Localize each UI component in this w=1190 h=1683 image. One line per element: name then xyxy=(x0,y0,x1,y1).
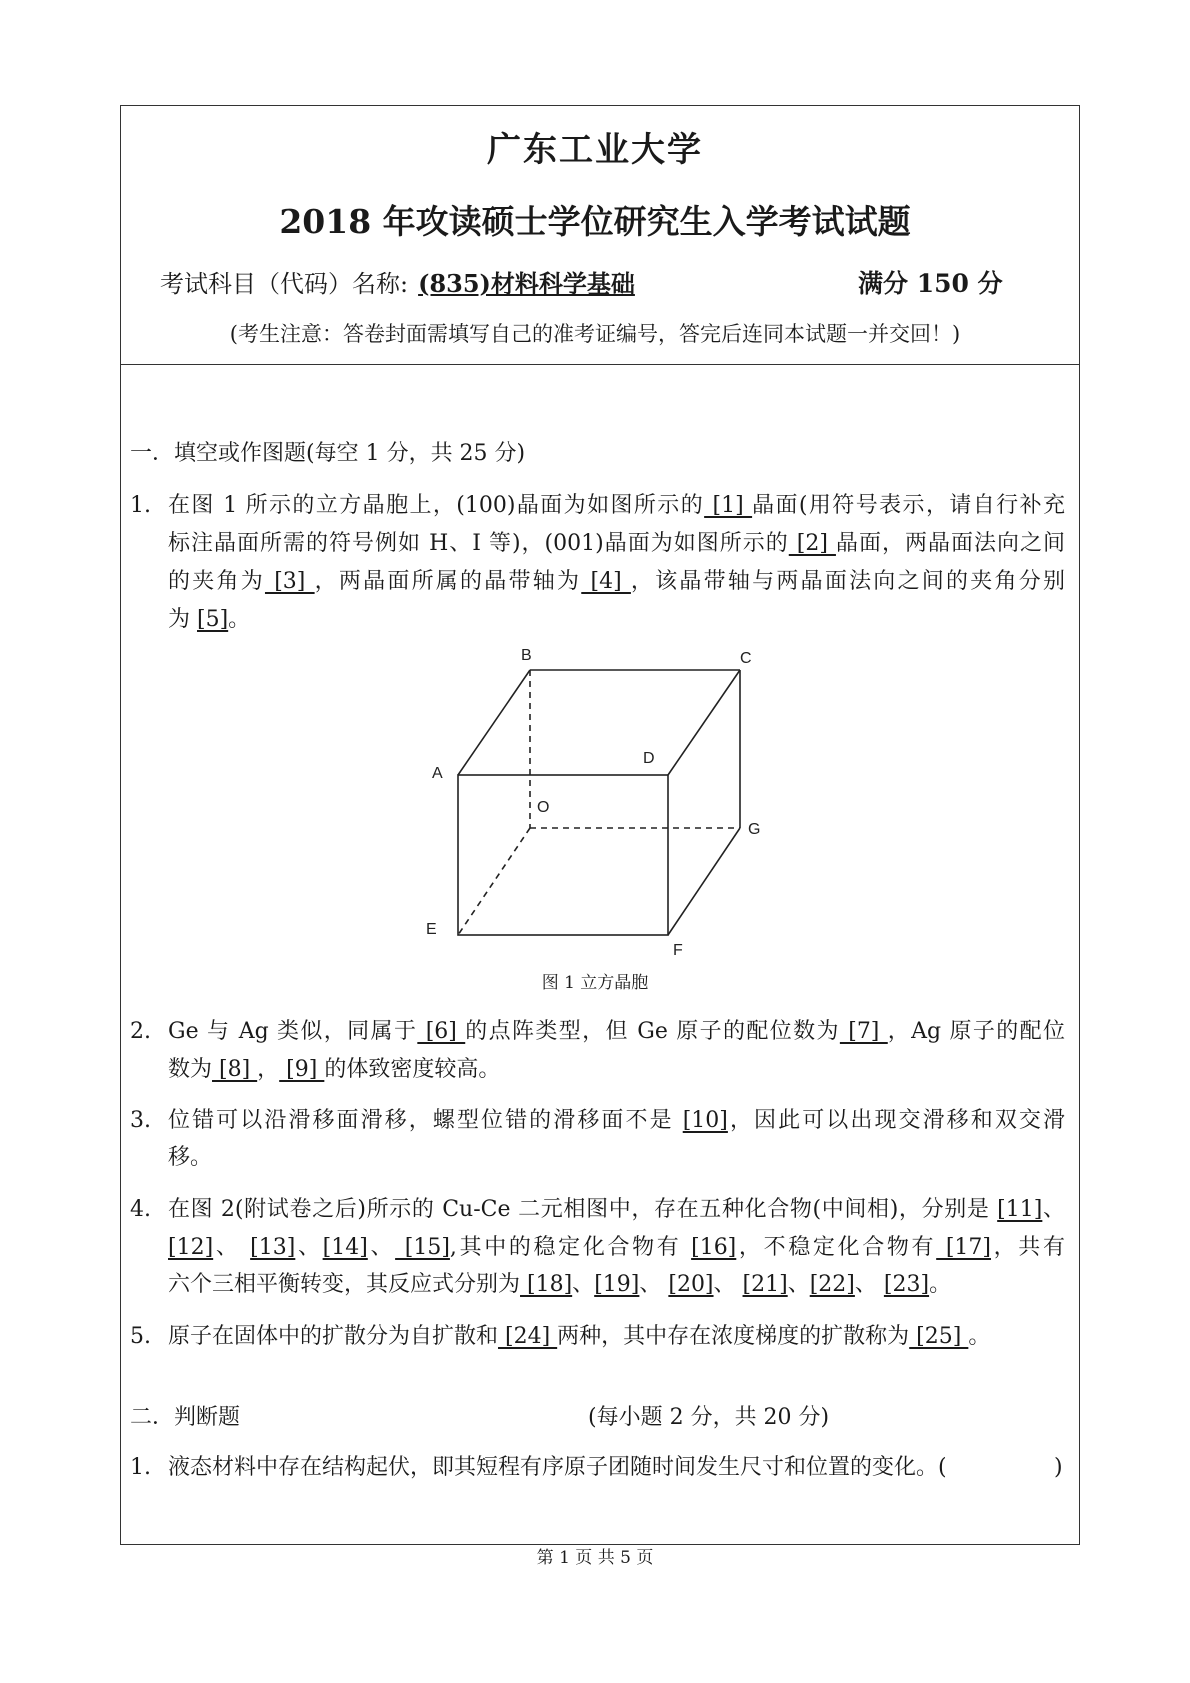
question-text: 。 xyxy=(228,607,251,632)
question-text: 移。 xyxy=(168,1145,213,1170)
question-text: ,其中的稳定化合物有 xyxy=(449,1235,692,1260)
question-text: 、 xyxy=(713,1272,743,1297)
cube-edge-DC xyxy=(668,670,740,775)
question-text: 标注晶面所需的符号例如 H、I 等)，(001)晶面为如图所示的 xyxy=(168,531,789,556)
answer-blank[interactable]: [19] xyxy=(594,1272,640,1297)
question-text: ，因此可以出现交滑移和双交滑 xyxy=(727,1108,1065,1133)
answer-blank[interactable]: [4] xyxy=(581,569,631,594)
cube-edge-FG xyxy=(668,828,740,935)
answer-blank[interactable]: [11] xyxy=(997,1197,1043,1222)
question-text: ，两晶面所属的晶带轴为 xyxy=(314,569,582,594)
question-5-number: 5. xyxy=(130,1324,151,1349)
question-text: 。 xyxy=(929,1272,952,1297)
answer-blank[interactable]: [25] xyxy=(909,1324,969,1349)
label-D: D xyxy=(643,750,655,767)
answer-blank[interactable]: [9] xyxy=(279,1057,325,1082)
question-text: 在图 1 所示的立方晶胞上，(100)晶面为如图所示的 xyxy=(168,493,705,518)
label-G: G xyxy=(748,821,761,838)
subject-label: 考试科目（代码）名称: xyxy=(160,270,409,298)
question-text: 的点阵类型，但 Ge 原子的配位数为 xyxy=(465,1019,840,1044)
question-text: 两种，其中存在浓度梯度的扩散称为 xyxy=(557,1324,910,1349)
answer-blank[interactable]: [13] xyxy=(250,1235,296,1260)
section2-title: 二．判断题 xyxy=(130,1405,241,1430)
cube-edge-AB xyxy=(458,670,530,775)
answer-blank[interactable]: [10] xyxy=(682,1108,728,1133)
question-text: 位错可以沿滑移面滑移，螺型位错的滑移面不是 xyxy=(168,1108,683,1133)
answer-blank[interactable]: [3] xyxy=(264,569,315,594)
question-text: 。 xyxy=(968,1324,991,1349)
question-text: 、 xyxy=(787,1272,810,1297)
answer-blank[interactable]: [20] xyxy=(668,1272,714,1297)
page-footer: 第 1 页 共 5 页 xyxy=(536,1548,654,1568)
label-F: F xyxy=(673,942,683,959)
answer-blank[interactable]: [23] xyxy=(883,1272,930,1297)
judge-q1-text: 液态材料中存在结构起伏，即其短程有序原子团随时间发生尺寸和位置的变化。( xyxy=(168,1455,947,1480)
question-text: 、 xyxy=(367,1235,396,1260)
answer-blank[interactable]: [24] xyxy=(498,1324,558,1349)
question-text: 晶面，两晶面法向之间 xyxy=(835,531,1065,556)
answer-blank[interactable]: [17] xyxy=(936,1235,991,1260)
judge-q1-number: 1. xyxy=(130,1455,151,1480)
cube-front-face xyxy=(458,775,668,935)
answer-blank[interactable]: [5] xyxy=(197,607,229,632)
question-text: ，不稳定化合物有 xyxy=(736,1235,937,1260)
question-text: ，Ag 原子的配位 xyxy=(887,1019,1065,1044)
answer-blank[interactable]: [18] xyxy=(520,1272,573,1297)
university-name: 广东工业大学 xyxy=(487,130,703,170)
answer-blank[interactable]: [12] xyxy=(168,1235,214,1260)
subject-code: (835)材料科学基础 xyxy=(418,269,635,298)
question-text: 、 xyxy=(639,1272,669,1297)
question-text: Ge 与 Ag 类似，同属于 xyxy=(168,1019,418,1044)
cube-edge-OE-dashed xyxy=(458,828,530,935)
answer-blank[interactable]: [14] xyxy=(322,1235,368,1260)
exam-notice: (考生注意：答卷封面需填写自己的准考证编号，答完后连同本试题一并交回！) xyxy=(229,322,961,346)
answer-blank[interactable]: [21] xyxy=(742,1272,788,1297)
label-B: B xyxy=(521,647,532,664)
section2-score: (每小题 2 分，共 20 分) xyxy=(588,1405,830,1430)
full-score: 满分 150 分 xyxy=(858,269,1003,298)
answer-blank[interactable]: [1] xyxy=(704,493,753,518)
question-text: ，该晶带轴与两晶面法向之间的夹角分别 xyxy=(630,569,1065,594)
question-text: ，共有 xyxy=(990,1235,1065,1260)
label-C: C xyxy=(740,650,752,667)
question-text: 、 xyxy=(572,1272,595,1297)
question-4-number: 4. xyxy=(130,1197,151,1222)
question-2-number: 2. xyxy=(130,1019,151,1044)
question-text: 原子在固体中的扩散分为自扩散和 xyxy=(168,1324,499,1349)
question-3-number: 3. xyxy=(130,1108,151,1133)
answer-blank[interactable]: [22] xyxy=(809,1272,855,1297)
label-O: O xyxy=(537,799,550,816)
answer-blank[interactable]: [8] xyxy=(212,1057,258,1082)
label-A: A xyxy=(432,765,443,782)
question-text: ， xyxy=(257,1057,280,1082)
question-text: 六个三相平衡转变，其反应式分别为 xyxy=(168,1272,521,1297)
figure1-caption: 图 1 立方晶胞 xyxy=(541,973,649,993)
question-text: 的夹角为 xyxy=(168,569,265,594)
section1-title: 一．填空或作图题(每空 1 分，共 25 分) xyxy=(130,441,526,466)
judge-q1-answer-paren[interactable]: ) xyxy=(1054,1455,1063,1480)
question-text: 、 xyxy=(1042,1197,1065,1222)
answer-blank[interactable]: [6] xyxy=(417,1019,466,1044)
question-text: 、 xyxy=(295,1235,323,1260)
label-E: E xyxy=(426,921,437,938)
answer-blank[interactable]: [15] xyxy=(395,1235,450,1260)
question-text: 、 xyxy=(213,1235,251,1260)
question-1-number: 1. xyxy=(130,493,151,518)
question-text: 、 xyxy=(854,1272,884,1297)
answer-blank[interactable]: [16] xyxy=(691,1235,737,1260)
answer-blank[interactable]: [2] xyxy=(788,531,836,556)
question-text: 数为 xyxy=(168,1057,213,1082)
question-text: 晶面(用符号表示，请自行补充 xyxy=(752,493,1065,518)
question-text: 为 xyxy=(168,607,197,632)
answer-blank[interactable]: [7] xyxy=(839,1019,888,1044)
question-text: 在图 2(附试卷之后)所示的 Cu-Ce 二元相图中，存在五种化合物(中间相)，分别是 xyxy=(168,1197,998,1222)
question-text: 的体致密度较高。 xyxy=(324,1057,501,1082)
exam-title: 2018 年攻读硕士学位研究生入学考试试题 xyxy=(279,202,911,241)
